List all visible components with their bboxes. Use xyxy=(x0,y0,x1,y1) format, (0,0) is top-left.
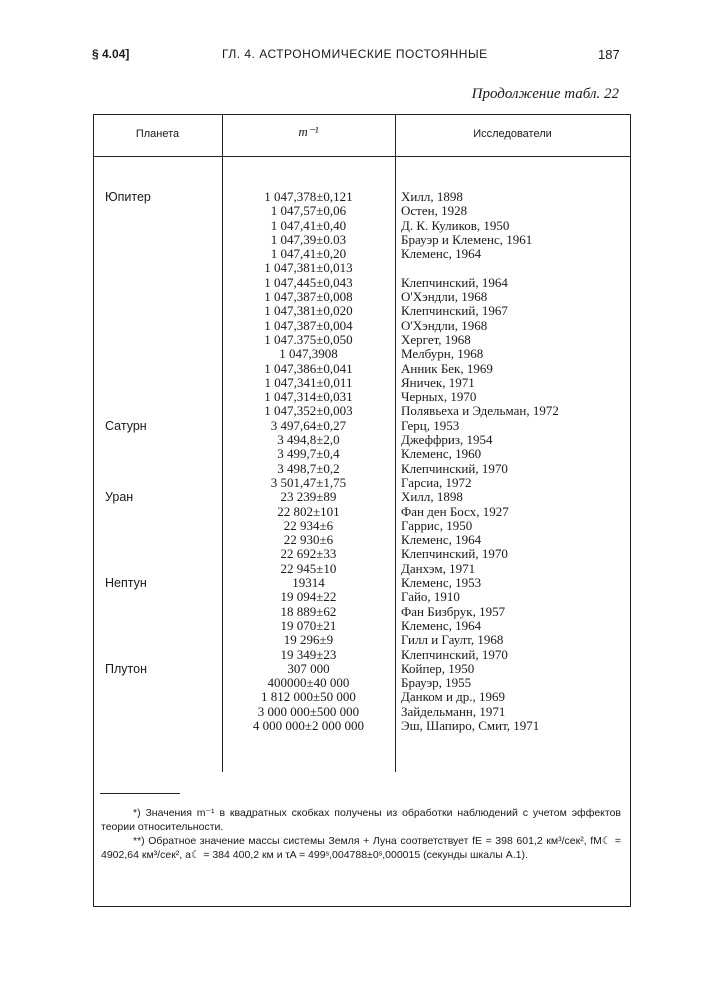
table-row xyxy=(93,705,630,719)
mass-value-cell: 1 047.375±0,050 xyxy=(264,331,353,347)
planet-cell: Юпитер xyxy=(105,190,151,204)
table-row xyxy=(93,462,630,476)
researcher-cell: Хергет, 1968 xyxy=(401,331,471,347)
table-row xyxy=(93,204,630,218)
table-row xyxy=(93,247,630,261)
researcher-cell: Герц, 1953 xyxy=(401,417,460,433)
chapter-title: ГЛ. 4. АСТРОНОМИЧЕСКИЕ ПОСТОЯННЫЕ xyxy=(222,47,488,61)
mass-value-cell: 22 692±33 xyxy=(280,546,337,562)
right-border xyxy=(630,114,631,906)
researcher-cell: Клепчинский, 1967 xyxy=(401,303,508,319)
researcher-cell: Фан Бизбрук, 1957 xyxy=(401,603,506,619)
researcher-cell: Гарсиа, 1972 xyxy=(401,474,472,490)
researcher-cell: Полявьеха и Эдельман, 1972 xyxy=(401,403,559,419)
mass-value-cell: 18 889±62 xyxy=(280,603,337,619)
researcher-cell: Клеменс, 1960 xyxy=(401,446,482,462)
researcher-cell: Яничек, 1971 xyxy=(401,374,475,390)
researcher-cell: Гайо, 1910 xyxy=(401,589,460,605)
mass-value-cell: 19314 xyxy=(292,575,325,591)
mass-value-cell: 23 239±89 xyxy=(280,489,337,505)
table-row xyxy=(93,347,630,361)
table-row xyxy=(93,690,630,704)
mass-value-cell: 22 945±10 xyxy=(280,560,337,576)
researcher-cell: Мелбурн, 1968 xyxy=(401,346,484,362)
table-row xyxy=(93,476,630,490)
page-number: 187 xyxy=(598,47,620,62)
table-row xyxy=(93,490,630,504)
table-row xyxy=(93,333,630,347)
mass-value-cell: 3 499,7±0,4 xyxy=(277,446,340,462)
table-row xyxy=(93,633,630,647)
researcher-cell: Клеменс, 1953 xyxy=(401,575,482,591)
table-row xyxy=(93,590,630,604)
researcher-cell: Хилл, 1898 xyxy=(401,489,463,505)
mass-value-cell: 1 047,387±0,008 xyxy=(264,289,353,305)
table-body xyxy=(93,190,630,733)
mass-value-cell: 1 047,41±0,20 xyxy=(270,246,347,262)
mass-value-cell: 1 047,39±0.03 xyxy=(270,231,347,247)
mass-value-cell: 19 094±22 xyxy=(280,589,337,605)
table-row xyxy=(93,547,630,561)
footnote-1: *) Значения m⁻¹ в квадратных скобках получены из обработки наблюдений с учетом эффектов теории относительности. xyxy=(101,807,621,833)
planet-cell: Сатурн xyxy=(105,418,147,433)
table-row xyxy=(93,319,630,333)
table-row xyxy=(93,190,630,204)
researcher-cell: Гаррис, 1950 xyxy=(401,517,473,533)
planet-cell: Уран xyxy=(105,490,134,505)
table-row xyxy=(93,648,630,662)
mass-value-cell: 1 812 000±50 000 xyxy=(261,689,356,705)
table-top-rule xyxy=(93,114,631,115)
researcher-cell: Клепчинский, 1970 xyxy=(401,460,508,476)
table-row xyxy=(93,390,630,404)
researcher-cell: Клепчинский, 1970 xyxy=(401,546,508,562)
mass-value-cell: 1 047,381±0,020 xyxy=(264,303,353,319)
table-row xyxy=(93,605,630,619)
mass-value-cell: 1 047,387±0,004 xyxy=(264,317,353,333)
mass-value-cell: 22 802±101 xyxy=(277,503,340,519)
researcher-cell: Брауэр, 1955 xyxy=(401,675,472,691)
table-caption: Продолжение табл. 22 xyxy=(471,86,619,102)
researcher-cell: О'Хэндли, 1968 xyxy=(401,317,488,333)
mass-value-cell: 3 497,64±0,27 xyxy=(270,417,347,433)
table-row xyxy=(93,290,630,304)
table-row xyxy=(93,219,630,233)
planet-cell: Плутон xyxy=(105,661,147,676)
mass-value-cell: 19 296±9 xyxy=(283,632,334,648)
researcher-cell: О'Хэндли, 1968 xyxy=(401,289,488,305)
researcher-cell: Эш, Шапиро, Смит, 1971 xyxy=(401,717,540,733)
researcher-cell: Гилл и Гаулт, 1968 xyxy=(401,632,504,648)
header-rule xyxy=(93,156,631,157)
mass-value-cell: 1 047,445±0,043 xyxy=(264,274,353,290)
researcher-cell: Койпер, 1950 xyxy=(401,660,475,676)
mass-value-cell: 1 047,386±0,041 xyxy=(264,360,353,376)
table-row xyxy=(93,676,630,690)
mass-value-cell: 19 070±21 xyxy=(280,617,337,633)
researcher-cell: Д. К. Куликов, 1950 xyxy=(401,217,510,233)
table-row xyxy=(93,433,630,447)
table-row xyxy=(93,276,630,290)
table-row xyxy=(93,505,630,519)
researcher-cell: Данхэм, 1971 xyxy=(401,560,476,576)
mass-value-cell: 3 498,7±0,2 xyxy=(277,460,340,476)
mass-value-cell: 22 934±6 xyxy=(283,517,334,533)
column-header-mass: m⁻¹ xyxy=(298,124,319,139)
footnote-2: **) Обратное значение массы системы Земля + Луна соответствует fE = 398 601,2 км³/сек², fM☾ = 4902,64 км³/сек², a☾ = 384 400,2 км и τA = 499ˢ,004788±0ˢ,000015 (секунды шкалы А.1). xyxy=(101,835,621,861)
section-ref: § 4.04] xyxy=(92,47,130,61)
planet-cell: Нептун xyxy=(105,576,147,591)
mass-value-cell: 1 047,352±0,003 xyxy=(264,403,353,419)
table-row xyxy=(93,562,630,576)
researcher-cell: Зайдельманн, 1971 xyxy=(401,703,506,719)
mass-value-cell: 3 501,47±1,75 xyxy=(270,474,347,490)
table-row xyxy=(93,419,630,433)
researcher-cell: Анник Бек, 1969 xyxy=(401,360,493,376)
researcher-cell: Брауэр и Клеменс, 1961 xyxy=(401,231,533,247)
column-header-researchers: Исследователи xyxy=(473,128,552,140)
table-row xyxy=(93,619,630,633)
table-row xyxy=(93,304,630,318)
table-row xyxy=(93,533,630,547)
table-row xyxy=(93,362,630,376)
table-row xyxy=(93,376,630,390)
table-row xyxy=(93,719,630,733)
researcher-cell: Черных, 1970 xyxy=(401,389,477,405)
researcher-cell: Хилл, 1898 xyxy=(401,189,463,204)
researcher-cell: Клепчинский, 1970 xyxy=(401,646,508,662)
table-row xyxy=(93,447,630,461)
researcher-cell: Клеменс, 1964 xyxy=(401,617,482,633)
researcher-cell: Данком и др., 1969 xyxy=(401,689,506,705)
mass-value-cell: 3 000 000±500 000 xyxy=(257,703,360,719)
mass-value-cell: 1 047,341±0,011 xyxy=(264,374,353,390)
mass-value-cell: 400000±40 000 xyxy=(267,675,350,691)
researcher-cell: Клеменс, 1964 xyxy=(401,532,482,548)
mass-value-cell: 1 047,378±0,121 xyxy=(264,189,353,204)
researcher-cell: Джеффриз, 1954 xyxy=(401,432,493,448)
table-row xyxy=(93,662,630,676)
mass-value-cell: 19 349±23 xyxy=(280,646,337,662)
researcher-cell: Фан ден Босх, 1927 xyxy=(401,503,509,519)
footnote-rule xyxy=(100,793,180,794)
bottom-rule xyxy=(93,906,631,907)
mass-value-cell: 4 000 000±2 000 000 xyxy=(252,717,365,733)
researcher-cell: Клепчинский, 1964 xyxy=(401,274,508,290)
mass-value-cell: 1 047,381±0,013 xyxy=(264,260,353,276)
mass-value-cell: 307 000 xyxy=(287,660,330,676)
column-header-planet: Планета xyxy=(135,128,180,140)
table-row xyxy=(93,261,630,275)
mass-value-cell: 1 047,3908 xyxy=(279,346,338,362)
mass-value-cell: 3 494,8±2,0 xyxy=(277,432,340,448)
table-row xyxy=(93,576,630,590)
researcher-cell: Клеменс, 1964 xyxy=(401,246,482,262)
researcher-cell: Остен, 1928 xyxy=(401,203,468,219)
mass-value-cell: 1 047,41±0,40 xyxy=(270,217,347,233)
table-row xyxy=(93,519,630,533)
mass-value-cell: 1 047,314±0,031 xyxy=(264,389,353,405)
mass-value-cell: 1 047,57±0,06 xyxy=(270,203,347,219)
table-row xyxy=(93,404,630,418)
table-row xyxy=(93,233,630,247)
mass-value-cell: 22 930±6 xyxy=(283,532,334,548)
